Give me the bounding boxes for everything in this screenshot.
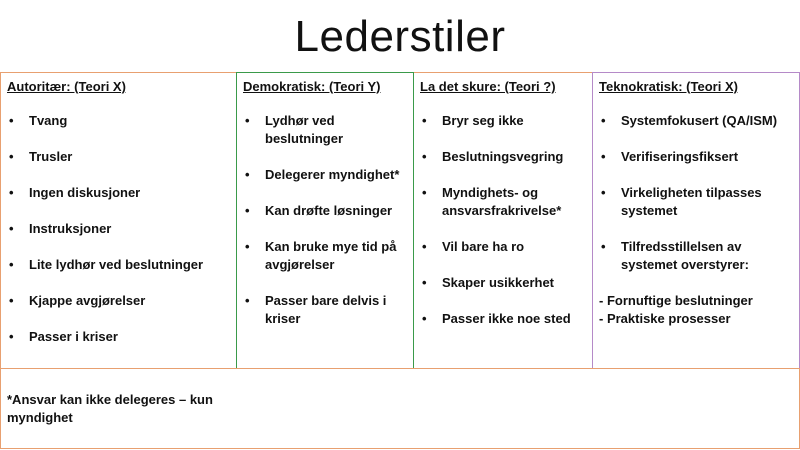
page-title: Lederstiler: [294, 12, 506, 61]
list-item: • Trusler: [7, 148, 230, 166]
list-item: • Tilfredsstillelsen av systemet overstyrer:: [599, 238, 793, 274]
column-teknokratisk: [592, 72, 800, 369]
footnote-box: [0, 368, 800, 449]
plain-line: - Praktiske prosesser: [599, 311, 731, 326]
column-heading: Autoritær: (Teori X): [7, 79, 126, 94]
list-item: • Bryr seg ikke: [420, 112, 586, 130]
list-item: • Kjappe avgjørelser: [7, 292, 230, 310]
column-heading: Teknokratisk: (Teori X): [599, 79, 738, 94]
list-item: • Passer ikke noe sted: [420, 310, 586, 328]
column-demokratisk: [236, 72, 414, 369]
bullet-list: [7, 112, 230, 346]
list-item: • Vil bare ha ro: [420, 238, 586, 256]
list-item: • Virkeligheten tilpasses systemet: [599, 184, 793, 220]
list-item: • Myndighets- og ansvarsfrakrivelse*: [420, 184, 586, 220]
list-item: • Kan drøfte løsninger: [243, 202, 407, 220]
list-item: • Lydhør ved beslutninger: [243, 112, 407, 148]
bullet-list: [420, 112, 586, 328]
list-item: • Systemfokusert (QA/ISM): [599, 112, 793, 130]
list-item: • Verifiseringsfiksert: [599, 148, 793, 166]
list-item: • Kan bruke mye tid på avgjørelser: [243, 238, 407, 274]
bullet-list: [243, 112, 407, 328]
footnote-text: *Ansvar kan ikke delegeres – kun myndighet: [7, 392, 213, 425]
list-item: • Tvang: [7, 112, 230, 130]
list-item: • Instruksjoner: [7, 220, 230, 238]
plain-line: - Fornuftige beslutninger: [599, 293, 753, 308]
column-heading: La det skure: (Teori ?): [420, 79, 556, 94]
list-item: • Skaper usikkerhet: [420, 274, 586, 292]
list-item: • Passer i kriser: [7, 328, 230, 346]
list-item: • Passer bare delvis i kriser: [243, 292, 407, 328]
column-heading: Demokratisk: (Teori Y): [243, 79, 381, 94]
column-la-det-skure: [414, 72, 592, 369]
list-item: • Delegerer myndighet*: [243, 166, 407, 184]
list-item: • Lite lydhør ved beslutninger: [7, 256, 230, 274]
list-item: • Ingen diskusjoner: [7, 184, 230, 202]
bullet-list: [599, 112, 793, 274]
column-autoritaer: [0, 72, 237, 369]
list-item: • Beslutningsvegring: [420, 148, 586, 166]
